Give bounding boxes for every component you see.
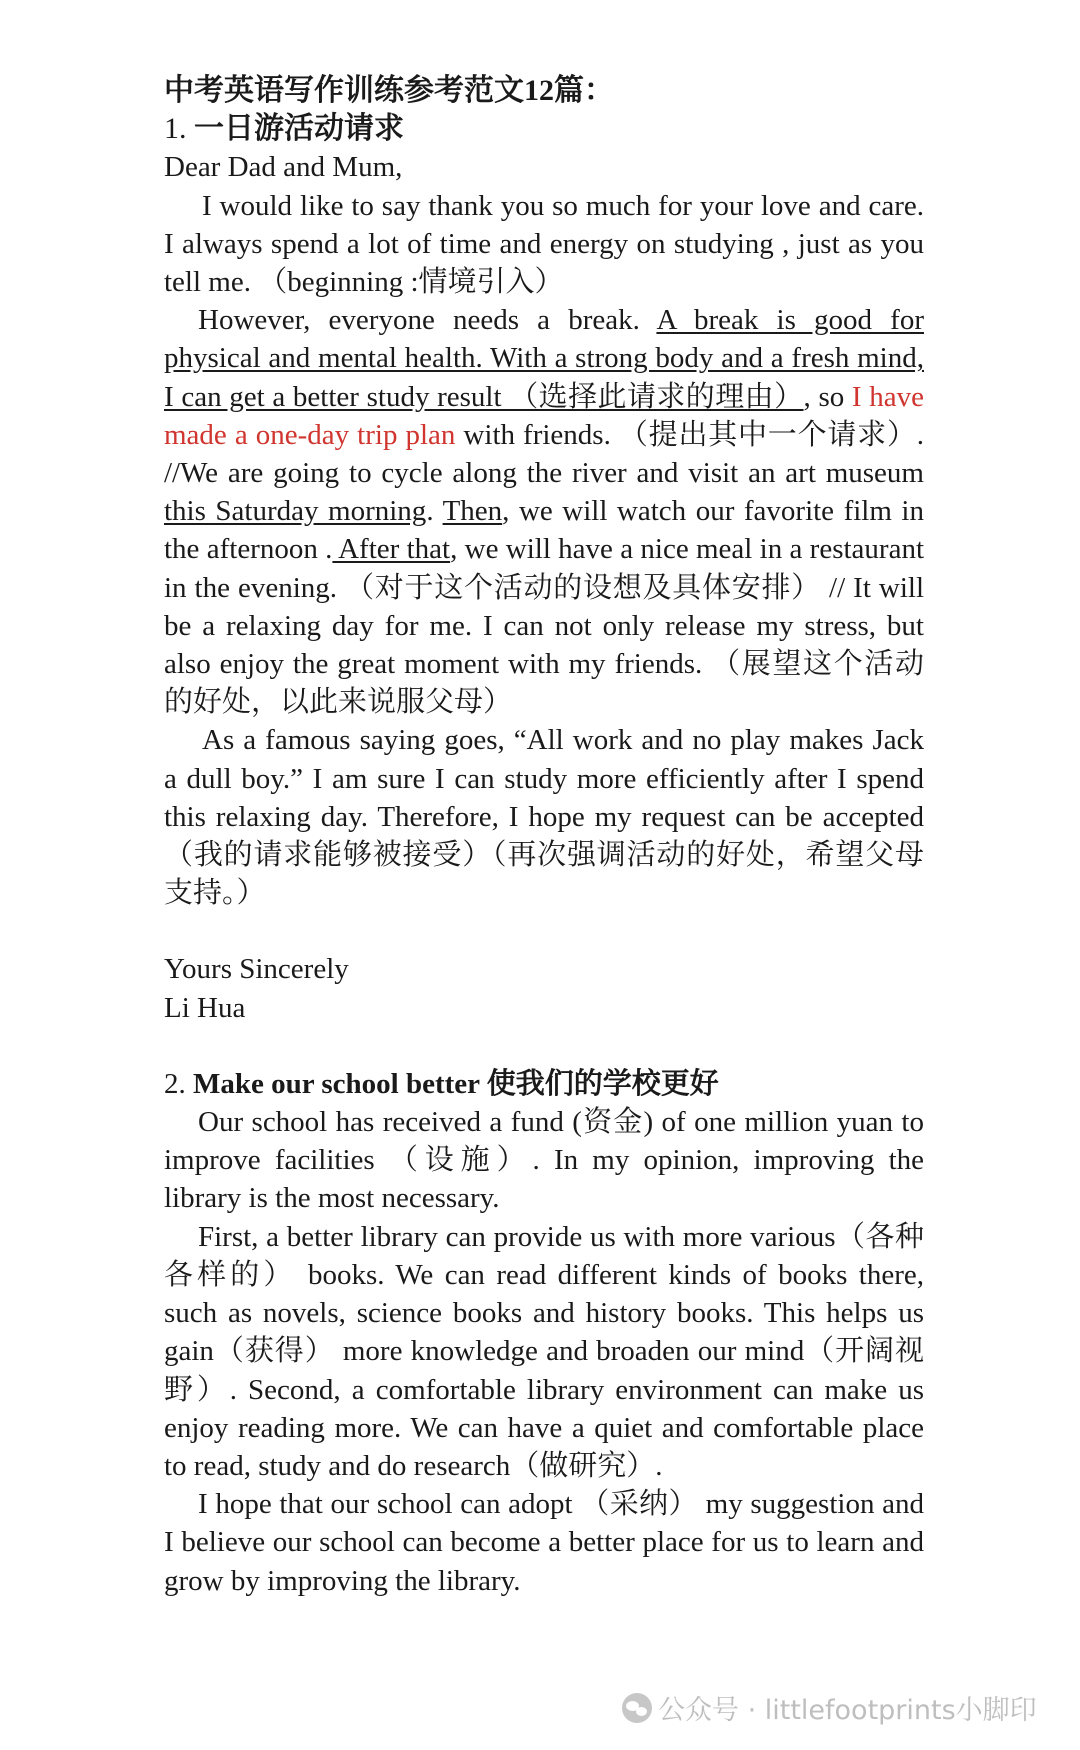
spacer (164, 1027, 924, 1065)
essay-1-p2-segment-f: , we will have a nice meal in a restaurant in the evening. （对于这个活动的设想及具体安排） // It will be a relaxing day for me. I can not only release my stress, but also enjoy the great moment with my friends. （展望这个活动的好处，以此来说服父母） (164, 533, 925, 719)
essay-2-title: Make our school better 使我们的学校更好 (193, 1067, 719, 1100)
essay-2-number: 2. (164, 1067, 186, 1100)
essay-1-signature: Li Hua (164, 991, 246, 1024)
wechat-icon (622, 1693, 652, 1723)
essay-2-paragraph-1: Our school has received a fund (资金) of one million yuan to improve facilities （设施）. In my opinion, improving the library is the most necessary. (164, 1106, 924, 1215)
essay-1-closing: Yours Sincerely (164, 953, 349, 986)
essay-1-p2-segment-e: , we will watch our favorite film in the afternoon . (164, 495, 924, 566)
essay-1-then-underlined: Then (442, 495, 503, 528)
spacer (164, 912, 924, 950)
essay-1-reason-underlined: A break is good for physical and mental health. With a strong body and a fresh mind, I can get a better study result （选择此请求的理由） (164, 304, 924, 413)
essay-1-p2-segment-c: with friends. （提出其中一个请求）. //We are going to cycle along the river and visit an art museum (164, 418, 924, 490)
essay-1-request-highlight: I have made a one-day trip plan (164, 380, 924, 451)
essay-2-paragraph-2: First, a better library can provide us with more various（各种各样的） books. We can read different kinds of books there, such as novels, science books and history books. This helps us gain（获得） more knowledge and broaden our mind（开阔视野）. Second, a comfortable library environment can make us enjoy reading more. We can have a quiet and comfortable place to read, study and do research（做研究）. (164, 1220, 924, 1482)
essay-1-p2-segment-d: . (426, 495, 443, 528)
essay-1-paragraph-2 (164, 301, 924, 721)
essay-1-number: 1. (164, 112, 187, 146)
essay-1-heading (164, 110, 924, 148)
essay-1-time-underlined: this Saturday morning (164, 495, 427, 528)
document-page (164, 72, 924, 1600)
essay-1-paragraph-1: I would like to say thank you so much for your love and care. I always spend a lot of time and energy on studying , just as you tell me. （beginning :情境引入） (164, 189, 924, 299)
watermark-text: 公众号 · littlefootprints小脚印 (658, 1695, 1037, 1726)
document-title: 中考英语写作训练参考范文12篇： (164, 74, 614, 107)
essay-1-p2-segment-b: , so (803, 380, 852, 413)
essay-2-heading (164, 1065, 924, 1103)
essay-1-title: 一日游活动请求 (194, 112, 404, 146)
essay-2-paragraph-3: I hope that our school can adopt （采纳） my suggestion and I believe our school can become a better place for us to learn and grow by improving the library. (164, 1488, 924, 1597)
essay-1-p2-segment-a: However, everyone needs a break. (198, 304, 657, 337)
essay-1-salutation: Dear Dad and Mum, (164, 151, 403, 184)
watermark (622, 1688, 1037, 1727)
essay-1-after-that-underlined: After that (332, 533, 451, 566)
essay-1-paragraph-3: As a famous saying goes, “All work and no play makes Jack a dull boy.” I am sure I can study more efficiently after I spend this relaxing day. Therefore, I hope my request can be accepted（我的请求能够被接受）（再次强调活动的好处，希望父母支持。） (164, 724, 924, 910)
